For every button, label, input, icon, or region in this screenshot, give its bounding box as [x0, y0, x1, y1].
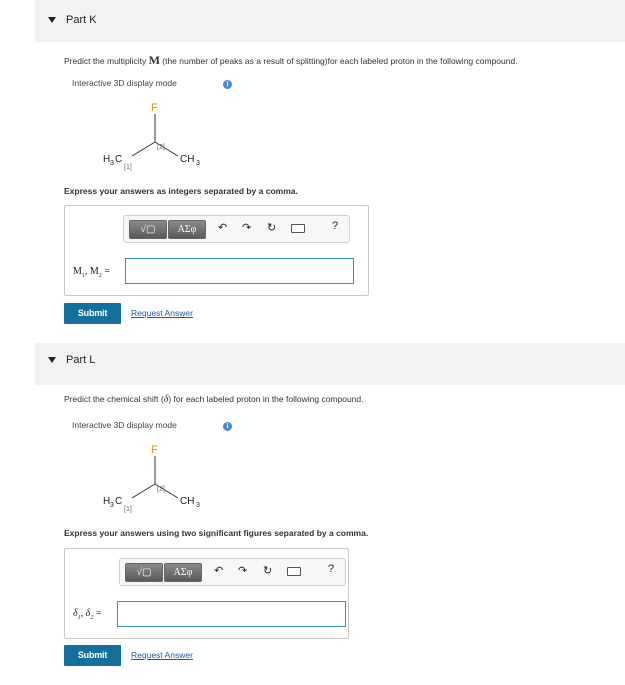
request-answer-link[interactable]: Request Answer [131, 308, 193, 318]
proton-label-2: [2] [157, 144, 165, 151]
collapse-caret-icon[interactable] [48, 357, 56, 363]
templates-button[interactable]: √▢ [125, 563, 163, 582]
methyl-group-left: H [103, 496, 111, 507]
svg-text:3: 3 [196, 502, 200, 509]
part-k-title: Part K [66, 14, 97, 26]
interactive-3d-toggle[interactable]: Interactive 3D display mode [72, 78, 177, 88]
templates-button[interactable]: √▢ [129, 220, 167, 239]
interactive-3d-toggle[interactable]: Interactive 3D display mode [72, 420, 177, 430]
undo-icon[interactable]: ↶ [218, 222, 228, 234]
methyl-group-right: CH [180, 154, 195, 165]
undo-icon[interactable]: ↶ [214, 565, 224, 577]
proton-label-1: [1] [124, 506, 132, 513]
methyl-group-left: H [103, 154, 111, 165]
help-button[interactable]: ? [328, 563, 335, 575]
reset-icon[interactable]: ↻ [267, 222, 277, 234]
info-icon[interactable]: i [223, 80, 232, 89]
fluorine-atom: F [151, 444, 158, 456]
svg-text:C: C [115, 154, 123, 165]
proton-label-2: [2] [157, 486, 165, 493]
answer-input[interactable] [117, 601, 346, 627]
answer-label: $M_1$, $M_2$ = [73, 266, 110, 279]
math-toolbar [123, 215, 350, 243]
part-l-prompt: Predict the chemical shift (δ) for each labeled proton in the following compound. [64, 394, 364, 405]
svg-text:3: 3 [196, 160, 200, 167]
math-toolbar [119, 558, 346, 586]
keyboard-icon[interactable] [291, 224, 305, 233]
answer-instructions: Express your answers using two significant figures separated by a comma. [64, 528, 369, 538]
info-icon[interactable]: i [223, 422, 232, 431]
proton-label-1: [1] [124, 164, 132, 171]
fluorine-atom: F [151, 102, 158, 114]
answer-panel [64, 548, 349, 639]
methyl-group-right: CH [180, 496, 195, 507]
greek-symbols-button[interactable]: ΑΣφ [168, 220, 206, 239]
part-k-prompt: Predict the multiplicity M (the number of peaks as a result of splitting)for each labeled proton in the following compound. [64, 53, 518, 67]
svg-text:3: 3 [110, 160, 114, 167]
answer-label: $\delta_1$, $\delta_2$ = [73, 608, 102, 621]
part-l-title: Part L [66, 354, 96, 366]
submit-button[interactable]: Submit [64, 303, 121, 324]
part-k-header[interactable] [35, 0, 625, 42]
request-answer-link[interactable]: Request Answer [131, 650, 193, 660]
submit-button[interactable]: Submit [64, 645, 121, 666]
svg-text:3: 3 [110, 502, 114, 509]
reset-icon[interactable]: ↻ [263, 565, 273, 577]
greek-symbols-button[interactable]: ΑΣφ [164, 563, 202, 582]
svg-text:C: C [115, 496, 123, 507]
redo-icon[interactable]: ↷ [238, 565, 248, 577]
answer-instructions: Express your answers as integers separated by a comma. [64, 186, 298, 196]
answer-input[interactable] [125, 258, 354, 284]
part-l-header[interactable] [35, 343, 625, 385]
collapse-caret-icon[interactable] [48, 17, 56, 23]
molecule-structure [95, 440, 225, 520]
answer-panel [64, 205, 369, 296]
keyboard-icon[interactable] [287, 567, 301, 576]
redo-icon[interactable]: ↷ [242, 222, 252, 234]
help-button[interactable]: ? [332, 220, 339, 232]
molecule-structure [95, 98, 225, 178]
